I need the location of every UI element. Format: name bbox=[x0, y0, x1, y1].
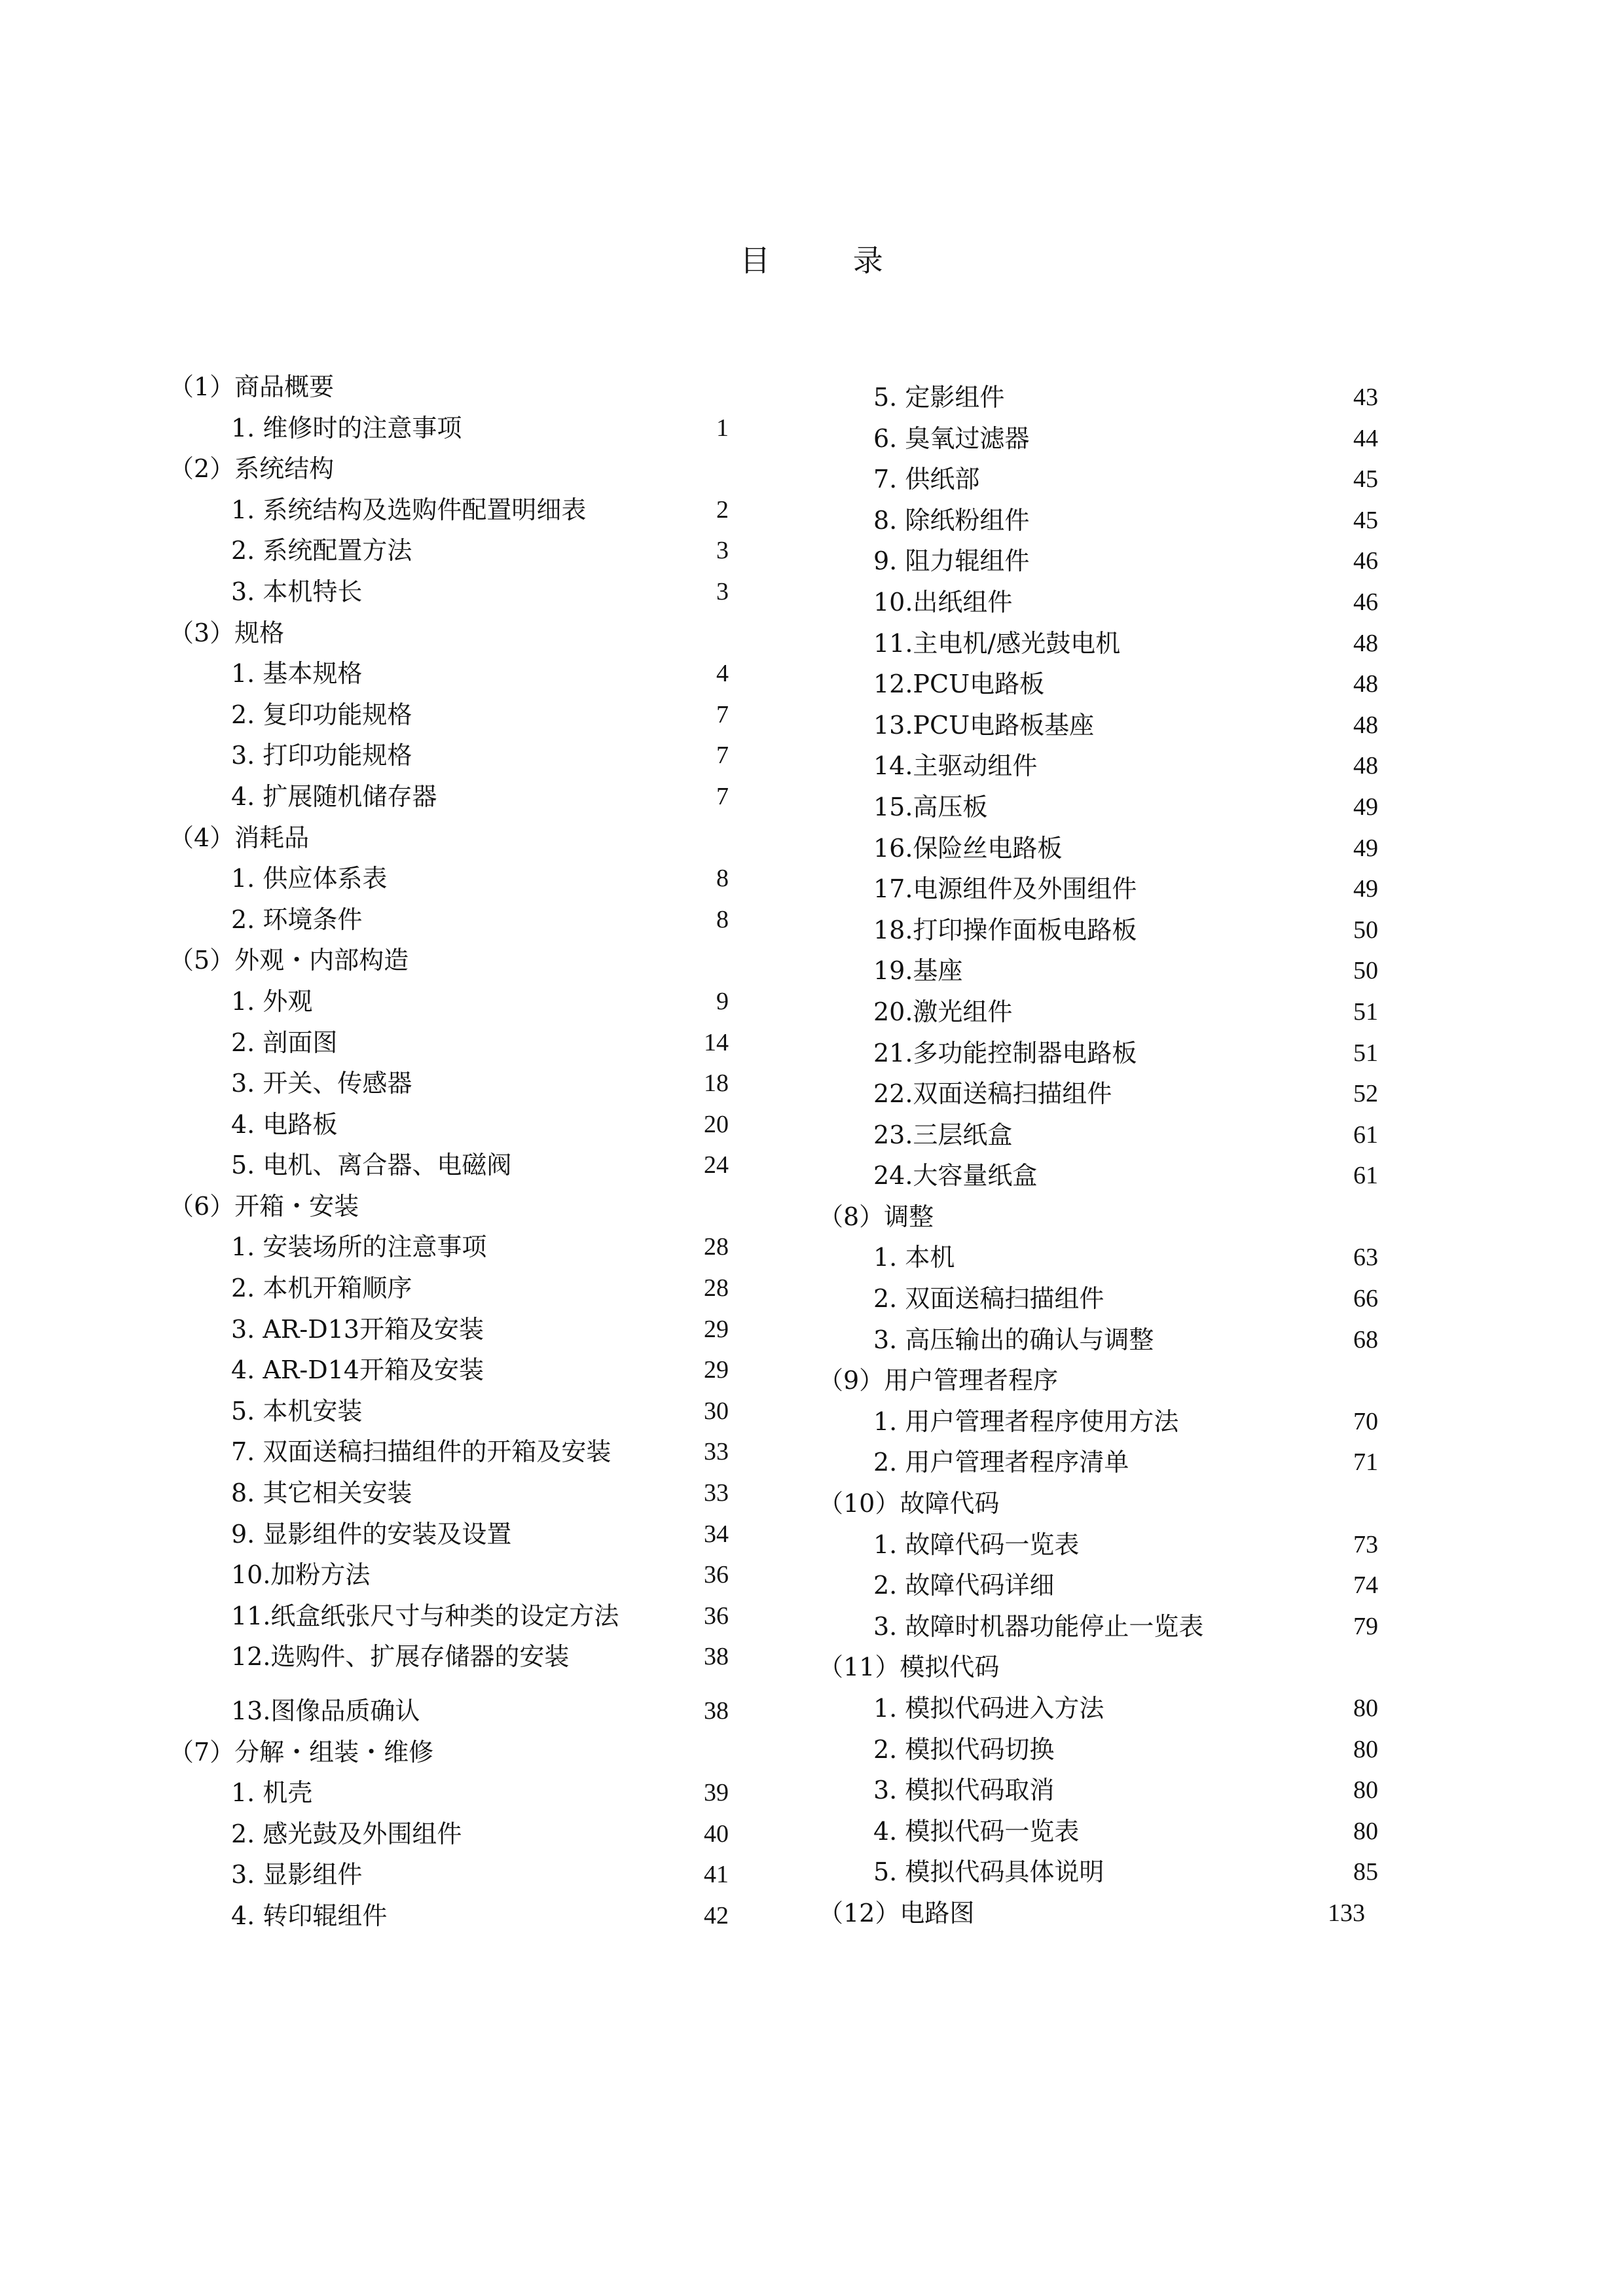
toc-page-number: 49 bbox=[1353, 875, 1378, 903]
toc-entry-label: 22.双面送稿扫描组件 bbox=[873, 1079, 1112, 1109]
toc-entry-label: 13.PCU电路板基座 bbox=[873, 710, 1095, 740]
toc-entry-label: 7. 供纸部 bbox=[873, 465, 980, 494]
toc-page-number: 46 bbox=[1353, 588, 1378, 616]
toc-entry[interactable] bbox=[818, 582, 1378, 623]
toc-entry-label: 12.PCU电路板 bbox=[873, 670, 1045, 699]
toc-entry[interactable] bbox=[818, 705, 1378, 746]
toc-entry[interactable] bbox=[818, 1073, 1378, 1115]
toc-entry-label: 2. 感光鼓及外围组件 bbox=[231, 1819, 462, 1848]
toc-entry-label: 16.保险丝电路板 bbox=[873, 833, 1063, 863]
toc-entry[interactable] bbox=[169, 1145, 729, 1186]
toc-entry[interactable] bbox=[169, 653, 729, 694]
toc-section-heading[interactable] bbox=[169, 817, 729, 859]
toc-page-number: 63 bbox=[1353, 1244, 1378, 1272]
toc-entry-label: （5）外观・内部构造 bbox=[169, 946, 409, 975]
toc-entry-label: 11.纸盒纸张尺寸与种类的设定方法 bbox=[231, 1601, 619, 1630]
toc-entry-label: 14.主驱动组件 bbox=[873, 751, 1038, 781]
toc-page-number: 29 bbox=[704, 1315, 729, 1343]
toc-page-number: 68 bbox=[1353, 1325, 1378, 1354]
toc-page-number: 3 bbox=[716, 537, 729, 565]
toc-entry[interactable] bbox=[169, 899, 729, 941]
toc-entry-label: 9. 显影组件的安装及设置 bbox=[231, 1519, 512, 1549]
toc-entry[interactable] bbox=[818, 1770, 1378, 1811]
toc-entry-label: 7. 双面送稿扫描组件的开箱及安装 bbox=[231, 1437, 611, 1467]
toc-entry[interactable] bbox=[169, 490, 729, 531]
toc-page-number: 48 bbox=[1353, 629, 1378, 657]
toc-section-heading[interactable] bbox=[169, 1186, 729, 1227]
toc-page-number: 43 bbox=[1353, 384, 1378, 411]
toc-entry[interactable] bbox=[818, 377, 1378, 418]
toc-entry[interactable] bbox=[169, 408, 729, 449]
toc-entry[interactable] bbox=[818, 459, 1378, 500]
toc-entry[interactable] bbox=[818, 1811, 1378, 1852]
toc-page-number: 14 bbox=[704, 1028, 729, 1056]
toc-entry[interactable] bbox=[169, 1814, 729, 1855]
toc-page-number: 45 bbox=[1353, 506, 1378, 534]
toc-entry[interactable] bbox=[818, 1401, 1378, 1443]
toc-entry-label: 2. 系统配置方法 bbox=[231, 536, 412, 565]
toc-entry[interactable] bbox=[169, 1104, 729, 1145]
toc-entry-label: 1. 机壳 bbox=[231, 1778, 313, 1808]
toc-entry-label: 2. 环境条件 bbox=[231, 905, 363, 934]
toc-page-number: 36 bbox=[704, 1561, 729, 1589]
toc-entry[interactable] bbox=[818, 1729, 1378, 1770]
toc-entry-label: 9. 阻力辊组件 bbox=[873, 547, 1030, 576]
toc-entry-label: 4. 电路板 bbox=[231, 1109, 338, 1139]
toc-page-number: 33 bbox=[704, 1438, 729, 1466]
toc-entry[interactable] bbox=[169, 1554, 729, 1596]
toc-page-number: 44 bbox=[1353, 424, 1378, 452]
toc-section-heading[interactable] bbox=[818, 1360, 1378, 1401]
toc-entry[interactable] bbox=[818, 1237, 1378, 1278]
toc-entry[interactable] bbox=[169, 571, 729, 613]
toc-page-number: 80 bbox=[1353, 1776, 1378, 1804]
toc-entry-label: 23.三层纸盒 bbox=[873, 1120, 1013, 1149]
toc-entry-label: 1. 故障代码一览表 bbox=[873, 1530, 1080, 1559]
toc-section-heading[interactable] bbox=[818, 1647, 1378, 1688]
toc-entry-label: 1. 安装场所的注意事项 bbox=[231, 1232, 487, 1262]
toc-page-number: 52 bbox=[1353, 1080, 1378, 1108]
toc-page-number: 71 bbox=[1353, 1448, 1378, 1477]
toc-entry-label: 1. 系统结构及选购件配置明细表 bbox=[231, 495, 587, 524]
toc-entry[interactable] bbox=[169, 1596, 729, 1637]
toc-entry-label: （7）分解・组装・维修 bbox=[169, 1737, 434, 1767]
toc-page-number: 80 bbox=[1353, 1817, 1378, 1845]
toc-entry[interactable] bbox=[169, 1691, 729, 1732]
toc-entry[interactable] bbox=[169, 694, 729, 736]
toc-page-number: 51 bbox=[1353, 997, 1378, 1026]
toc-entry-label: 3. 打印功能规格 bbox=[231, 741, 412, 770]
toc-entry-label: 3. AR-D13开箱及安装 bbox=[231, 1314, 484, 1344]
toc-page-number: 28 bbox=[704, 1233, 729, 1261]
toc-page-number: 85 bbox=[1353, 1858, 1378, 1886]
toc-entry[interactable] bbox=[818, 541, 1378, 582]
toc-entry[interactable] bbox=[169, 1636, 729, 1677]
toc-entry-label: （9）用户管理者程序 bbox=[818, 1366, 1059, 1395]
toc-page-number: 3 bbox=[716, 577, 729, 605]
toc-entry-label: 3. 本机特长 bbox=[231, 577, 363, 606]
toc-entry[interactable] bbox=[169, 1350, 729, 1391]
toc-entry[interactable] bbox=[818, 950, 1378, 992]
toc-entry-label: 4. 模拟代码一览表 bbox=[873, 1816, 1080, 1846]
toc-entry[interactable] bbox=[169, 1022, 729, 1064]
toc-page-number: 20 bbox=[704, 1110, 729, 1138]
toc-page-number: 39 bbox=[704, 1779, 729, 1807]
toc-entry-label: （4）消耗品 bbox=[169, 823, 310, 852]
toc-entry-label: 1. 外观 bbox=[231, 986, 313, 1016]
toc-entry[interactable] bbox=[818, 1606, 1378, 1647]
toc-entry[interactable] bbox=[169, 1063, 729, 1104]
toc-entry-label: 1. 用户管理者程序使用方法 bbox=[873, 1407, 1179, 1436]
toc-page-number: 7 bbox=[716, 742, 729, 770]
toc-entry-label: （12）电路图 bbox=[818, 1898, 975, 1928]
toc-entry-label: （8）调整 bbox=[818, 1202, 934, 1231]
toc-entry[interactable] bbox=[818, 1155, 1378, 1196]
toc-entry-label: 10.出纸组件 bbox=[873, 587, 1013, 617]
toc-page-number: 79 bbox=[1353, 1612, 1378, 1640]
toc-section-heading[interactable] bbox=[169, 448, 729, 490]
toc-page-number: 36 bbox=[704, 1602, 729, 1630]
toc-page-number: 33 bbox=[704, 1479, 729, 1507]
toc-entry[interactable] bbox=[818, 745, 1378, 787]
toc-entry[interactable] bbox=[818, 1319, 1378, 1361]
toc-entry-label: （2）系统结构 bbox=[169, 454, 335, 484]
toc-entry-label: （3）规格 bbox=[169, 618, 285, 647]
toc-page-number: 9 bbox=[716, 987, 729, 1015]
toc-entry[interactable] bbox=[169, 1391, 729, 1432]
toc-right-column bbox=[818, 377, 1378, 1934]
toc-page-number: 80 bbox=[1353, 1695, 1378, 1722]
toc-page-number: 51 bbox=[1353, 1039, 1378, 1067]
toc-entry-label: （10）故障代码 bbox=[818, 1489, 1000, 1518]
toc-page-number: 49 bbox=[1353, 793, 1378, 821]
toc-entry-label: 6. 臭氧过滤器 bbox=[873, 423, 1030, 453]
toc-entry[interactable] bbox=[169, 858, 729, 899]
toc-entry[interactable] bbox=[818, 1115, 1378, 1156]
toc-entry-label: （1）商品概要 bbox=[169, 372, 335, 401]
toc-entry[interactable] bbox=[818, 910, 1378, 951]
toc-page-number: 34 bbox=[704, 1520, 729, 1548]
page-title: 目 录 bbox=[740, 243, 920, 278]
toc-section-heading[interactable] bbox=[169, 1732, 729, 1773]
toc-entry-label: 12.选购件、扩展存储器的安装 bbox=[231, 1642, 570, 1672]
toc-page-number: 29 bbox=[704, 1356, 729, 1384]
toc-page-number: 38 bbox=[704, 1697, 729, 1725]
toc-entry-label: 3. 模拟代码取消 bbox=[873, 1776, 1055, 1805]
toc-entry-label: 21.多功能控制器电路板 bbox=[873, 1038, 1137, 1067]
toc-page-number: 4 bbox=[716, 660, 729, 688]
toc-page-number: 40 bbox=[704, 1820, 729, 1848]
toc-page-number: 30 bbox=[704, 1397, 729, 1425]
toc-entry[interactable] bbox=[818, 992, 1378, 1033]
toc-section-heading[interactable] bbox=[818, 1483, 1378, 1524]
toc-page-number: 74 bbox=[1353, 1571, 1378, 1600]
toc-entry-label: 17.电源组件及外围组件 bbox=[873, 874, 1137, 904]
toc-entry[interactable] bbox=[818, 869, 1378, 910]
toc-entry-label: 13.图像品质确认 bbox=[231, 1696, 420, 1725]
toc-entry[interactable] bbox=[818, 828, 1378, 869]
toc-entry[interactable] bbox=[169, 981, 729, 1022]
toc-entry-label: 10.加粉方法 bbox=[231, 1560, 371, 1590]
toc-entry[interactable] bbox=[818, 623, 1378, 664]
toc-entry-label: 19.基座 bbox=[873, 956, 963, 986]
toc-entry-label: （11）模拟代码 bbox=[818, 1653, 1000, 1682]
toc-section-heading[interactable] bbox=[818, 1893, 1378, 1934]
toc-entry-label: 2. 复印功能规格 bbox=[231, 700, 412, 729]
toc-entry[interactable] bbox=[818, 664, 1378, 705]
toc-entry-label: 2. 用户管理者程序清单 bbox=[873, 1448, 1129, 1477]
toc-page-number: 50 bbox=[1353, 916, 1378, 944]
toc-entry[interactable] bbox=[818, 1852, 1378, 1893]
toc-entry[interactable] bbox=[169, 1473, 729, 1514]
toc-entry-label: 8. 除纸粉组件 bbox=[873, 505, 1030, 535]
toc-page-number: 18 bbox=[704, 1069, 729, 1098]
toc-entry[interactable] bbox=[169, 1772, 729, 1814]
toc-entry-label: 3. 故障时机器功能停止一览表 bbox=[873, 1611, 1204, 1641]
toc-entry-label: 2. 剖面图 bbox=[231, 1028, 338, 1057]
toc-page-number: 48 bbox=[1353, 752, 1378, 780]
toc-entry[interactable] bbox=[818, 1688, 1378, 1729]
toc-left-column bbox=[169, 367, 729, 1937]
toc-entry[interactable] bbox=[169, 530, 729, 571]
toc-entry-label: 11.主电机/感光鼓电机 bbox=[873, 628, 1121, 658]
toc-entry[interactable] bbox=[818, 1033, 1378, 1074]
toc-page-number: 41 bbox=[704, 1861, 729, 1889]
toc-entry[interactable] bbox=[818, 418, 1378, 459]
toc-page-number: 2 bbox=[716, 495, 729, 524]
toc-section-heading[interactable] bbox=[169, 940, 729, 981]
toc-entry[interactable] bbox=[818, 1278, 1378, 1319]
toc-page-number: 80 bbox=[1353, 1735, 1378, 1763]
toc-entry-label: 1. 维修时的注意事项 bbox=[231, 413, 462, 442]
toc-entry[interactable] bbox=[169, 1227, 729, 1268]
toc-entry[interactable] bbox=[169, 1514, 729, 1555]
toc-entry[interactable] bbox=[818, 1524, 1378, 1566]
toc-entry-label: 4. AR-D14开箱及安装 bbox=[231, 1355, 484, 1385]
toc-entry[interactable] bbox=[818, 500, 1378, 541]
toc-entry[interactable] bbox=[169, 1854, 729, 1895]
toc-entry-label: 5. 本机安装 bbox=[231, 1396, 363, 1426]
toc-entry-label: 3. 开关、传感器 bbox=[231, 1069, 412, 1098]
toc-entry[interactable] bbox=[169, 735, 729, 776]
toc-page-number: 24 bbox=[704, 1151, 729, 1179]
toc-entry-label: 4. 转印辊组件 bbox=[231, 1901, 388, 1930]
toc-section-heading[interactable] bbox=[169, 613, 729, 654]
toc-page-number: 66 bbox=[1353, 1285, 1378, 1313]
toc-entry[interactable] bbox=[818, 787, 1378, 828]
toc-page-number: 7 bbox=[716, 782, 729, 810]
toc-entry-label: 1. 基本规格 bbox=[231, 659, 363, 689]
toc-entry-label: 5. 定影组件 bbox=[873, 383, 1005, 412]
toc-page-number: 48 bbox=[1353, 711, 1378, 739]
toc-entry[interactable] bbox=[169, 1431, 729, 1473]
toc-page-number: 45 bbox=[1353, 465, 1378, 493]
toc-entry-label: 8. 其它相关安装 bbox=[231, 1479, 412, 1508]
toc-page-number: 49 bbox=[1353, 834, 1378, 862]
toc-entry[interactable] bbox=[169, 776, 729, 817]
toc-page-number: 50 bbox=[1353, 957, 1378, 985]
toc-entry-label: 2. 模拟代码切换 bbox=[873, 1734, 1055, 1764]
toc-entry-label: 1. 模拟代码进入方法 bbox=[873, 1694, 1104, 1723]
toc-entry-label: 1. 本机 bbox=[873, 1243, 955, 1272]
toc-page-number: 61 bbox=[1353, 1162, 1378, 1190]
toc-page-number: 70 bbox=[1353, 1407, 1378, 1435]
toc-page-number: 28 bbox=[704, 1274, 729, 1302]
toc-page-number: 38 bbox=[704, 1643, 729, 1671]
toc-entry[interactable] bbox=[169, 1895, 729, 1937]
toc-page-number: 61 bbox=[1353, 1121, 1378, 1149]
toc-entry-label: 5. 电机、离合器、电磁阀 bbox=[231, 1151, 512, 1180]
toc-section-heading[interactable] bbox=[169, 367, 729, 408]
toc-page-number: 133 bbox=[1328, 1899, 1365, 1927]
toc-entry-label: 2. 本机开箱顺序 bbox=[231, 1274, 412, 1303]
toc-entry-label: 24.大容量纸盒 bbox=[873, 1161, 1038, 1191]
toc-entry-label: 3. 高压输出的确认与调整 bbox=[873, 1325, 1154, 1354]
toc-entry-label: 2. 故障代码详细 bbox=[873, 1571, 1055, 1600]
toc-entry-label: （6）开箱・安装 bbox=[169, 1191, 359, 1221]
toc-section-heading[interactable] bbox=[818, 1196, 1378, 1238]
spacer bbox=[169, 1677, 729, 1691]
toc-entry-label: 4. 扩展随机储存器 bbox=[231, 781, 437, 811]
toc-page-number: 1 bbox=[716, 414, 729, 442]
toc-entry[interactable] bbox=[169, 1268, 729, 1309]
toc-entry-label: 1. 供应体系表 bbox=[231, 864, 388, 893]
toc-entry-label: 5. 模拟代码具体说明 bbox=[873, 1857, 1104, 1887]
toc-page-number: 7 bbox=[716, 700, 729, 728]
toc-entry[interactable] bbox=[818, 1442, 1378, 1483]
toc-entry-label: 15.高压板 bbox=[873, 792, 988, 821]
toc-page-number: 48 bbox=[1353, 670, 1378, 698]
toc-entry-label: 3. 显影组件 bbox=[231, 1860, 363, 1890]
toc-page-number: 46 bbox=[1353, 547, 1378, 575]
toc-entry[interactable] bbox=[818, 1565, 1378, 1606]
toc-entry-label: 18.打印操作面板电路板 bbox=[873, 915, 1137, 944]
toc-entry-label: 20.激光组件 bbox=[873, 997, 1013, 1026]
toc-page-number: 8 bbox=[716, 865, 729, 893]
toc-page-number: 73 bbox=[1353, 1530, 1378, 1558]
toc-entry-label: 2. 双面送稿扫描组件 bbox=[873, 1284, 1104, 1314]
toc-page-number: 42 bbox=[704, 1901, 729, 1929]
toc-page-number: 8 bbox=[716, 905, 729, 933]
toc-entry[interactable] bbox=[169, 1309, 729, 1350]
